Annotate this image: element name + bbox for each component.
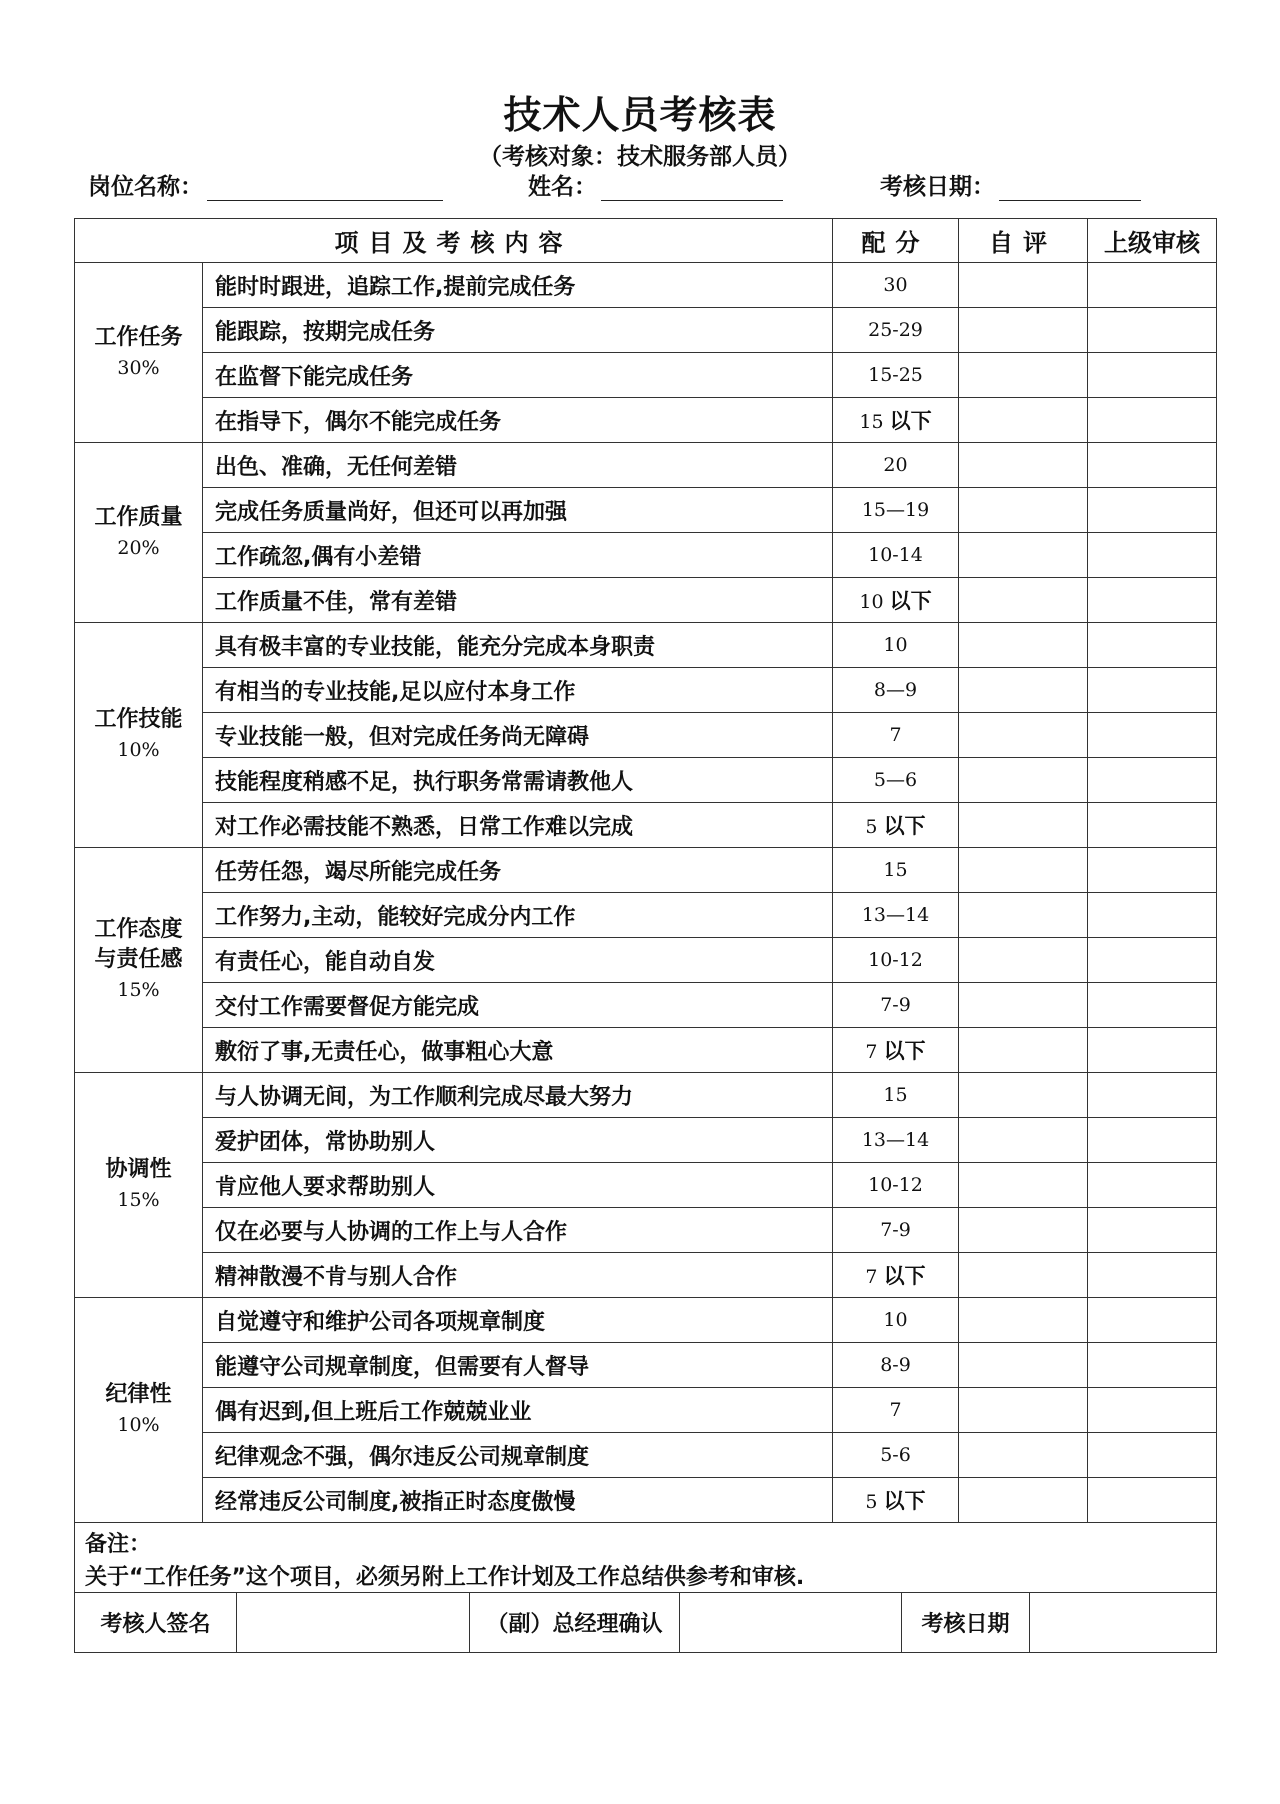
superior-review-cell[interactable] [1088, 1028, 1217, 1073]
table-header-row [75, 219, 1217, 263]
self-eval-cell[interactable] [959, 713, 1088, 758]
reviewer-label: 考核人签名 [75, 1593, 237, 1653]
category-cell [75, 443, 203, 623]
assessment-table [74, 218, 1217, 1593]
superior-review-cell[interactable] [1088, 1253, 1217, 1298]
superior-review-cell[interactable] [1088, 578, 1217, 623]
criteria-text: 敷衍了事,无责任心，做事粗心大意 [203, 1028, 833, 1073]
category-weight: 15% [117, 1189, 160, 1211]
score-cell [833, 803, 959, 848]
criteria-text: 专业技能一般，但对完成任务尚无障碍 [203, 713, 833, 758]
criteria-text: 工作质量不佳，常有差错 [203, 578, 833, 623]
superior-review-cell[interactable] [1088, 308, 1217, 353]
criteria-text: 交付工作需要督促方能完成 [203, 983, 833, 1028]
criteria-text: 与人协调无间，为工作顺利完成尽最大努力 [203, 1073, 833, 1118]
superior-review-cell[interactable] [1088, 893, 1217, 938]
table-row [75, 713, 1217, 758]
score-cell [833, 1298, 959, 1343]
score-cell [833, 848, 959, 893]
score-value: 5 [865, 816, 878, 838]
self-eval-cell[interactable] [959, 938, 1088, 983]
name-label: 姓名： [528, 174, 597, 200]
score-value: 25-29 [868, 319, 923, 341]
score-cell [833, 1073, 959, 1118]
score-cell [833, 1478, 959, 1523]
criteria-text: 任劳任怨，竭尽所能完成任务 [203, 848, 833, 893]
score-value: 7 [889, 724, 902, 746]
category-weight: 20% [117, 536, 160, 559]
criteria-text: 技能程度稍感不足，执行职务常需请教他人 [203, 758, 833, 803]
criteria-text: 工作努力,主动，能较好完成分内工作 [203, 893, 833, 938]
self-eval-cell[interactable] [959, 893, 1088, 938]
category-cell [75, 1298, 203, 1523]
score-cell [833, 893, 959, 938]
date-cell[interactable] [1030, 1593, 1217, 1653]
score-cell [833, 533, 959, 578]
superior-review-cell[interactable] [1088, 1388, 1217, 1433]
self-eval-cell[interactable] [959, 668, 1088, 713]
self-eval-cell[interactable] [959, 1433, 1088, 1478]
self-eval-cell[interactable] [959, 443, 1088, 488]
criteria-text: 完成任务质量尚好，但还可以再加强 [203, 488, 833, 533]
score-cell [833, 263, 959, 308]
superior-review-cell[interactable] [1088, 623, 1217, 668]
table-row [75, 443, 1217, 488]
superior-review-cell[interactable] [1088, 758, 1217, 803]
score-cell [833, 758, 959, 803]
superior-review-cell[interactable] [1088, 1163, 1217, 1208]
table-row [75, 803, 1217, 848]
superior-review-cell[interactable] [1088, 443, 1217, 488]
superior-review-cell[interactable] [1088, 1433, 1217, 1478]
header-self: 自评 [959, 219, 1088, 263]
table-row [75, 488, 1217, 533]
self-eval-cell[interactable] [959, 983, 1088, 1028]
score-suffix: 以下 [883, 1039, 926, 1063]
self-eval-cell[interactable] [959, 308, 1088, 353]
category-name: 工作质量 [94, 504, 183, 530]
self-eval-cell[interactable] [959, 1208, 1088, 1253]
score-value: 7 [865, 1041, 878, 1063]
superior-review-cell[interactable] [1088, 938, 1217, 983]
criteria-text: 自觉遵守和维护公司各项规章制度 [203, 1298, 833, 1343]
name-input[interactable] [601, 174, 783, 201]
score-suffix: 以下 [889, 589, 932, 613]
score-cell [833, 1253, 959, 1298]
criteria-text: 工作疏忽,偶有小差错 [203, 533, 833, 578]
table-row [75, 308, 1217, 353]
table-row [75, 1163, 1217, 1208]
score-cell [833, 1388, 959, 1433]
self-eval-cell[interactable] [959, 488, 1088, 533]
score-value: 8—9 [873, 679, 918, 701]
score-cell [833, 578, 959, 623]
superior-review-cell[interactable] [1088, 1478, 1217, 1523]
score-value: 15 [859, 411, 884, 433]
category-cell [75, 623, 203, 848]
table-row [75, 1433, 1217, 1478]
criteria-text: 有相当的专业技能,足以应付本身工作 [203, 668, 833, 713]
score-cell [833, 1208, 959, 1253]
self-eval-cell[interactable] [959, 398, 1088, 443]
score-cell [833, 1343, 959, 1388]
table-row [75, 938, 1217, 983]
superior-review-cell[interactable] [1088, 1118, 1217, 1163]
self-eval-cell[interactable] [959, 533, 1088, 578]
score-value: 13—14 [861, 904, 930, 926]
score-cell [833, 398, 959, 443]
name-field [528, 168, 783, 201]
date-label-cell: 考核日期 [902, 1593, 1030, 1653]
date-input[interactable] [999, 174, 1141, 201]
reviewer-signature-cell[interactable] [237, 1593, 470, 1653]
score-cell [833, 623, 959, 668]
table-row [75, 623, 1217, 668]
table-row [75, 1208, 1217, 1253]
score-value: 8-9 [880, 1354, 911, 1376]
score-cell [833, 1163, 959, 1208]
score-cell [833, 1433, 959, 1478]
position-input[interactable] [207, 174, 443, 201]
self-eval-cell[interactable] [959, 353, 1088, 398]
score-value: 15 [883, 859, 908, 881]
criteria-text: 对工作必需技能不熟悉，日常工作难以完成 [203, 803, 833, 848]
score-value: 7 [889, 1399, 902, 1421]
notes-label: 备注： [85, 1532, 152, 1557]
superior-review-cell[interactable] [1088, 1298, 1217, 1343]
superior-review-cell[interactable] [1088, 353, 1217, 398]
superior-review-cell[interactable] [1088, 398, 1217, 443]
score-suffix: 以下 [889, 409, 932, 433]
superior-review-cell[interactable] [1088, 488, 1217, 533]
score-value: 13—14 [861, 1129, 930, 1151]
category-cell [75, 1073, 203, 1298]
criteria-text: 肯应他人要求帮助别人 [203, 1163, 833, 1208]
category-name: 工作技能 [94, 707, 183, 732]
criteria-text: 具有极丰富的专业技能，能充分完成本身职责 [203, 623, 833, 668]
score-suffix: 以下 [883, 814, 926, 838]
criteria-text: 仅在必要与人协调的工作上与人合作 [203, 1208, 833, 1253]
header-superior: 上级审核 [1088, 219, 1217, 263]
self-eval-cell[interactable] [959, 623, 1088, 668]
category-weight: 10% [117, 739, 160, 761]
self-eval-cell[interactable] [959, 1343, 1088, 1388]
score-cell [833, 488, 959, 533]
score-cell [833, 713, 959, 758]
notes-cell [75, 1523, 1217, 1593]
self-eval-cell[interactable] [959, 1163, 1088, 1208]
table-row [75, 848, 1217, 893]
header-fields [0, 168, 1280, 204]
score-cell [833, 1118, 959, 1163]
score-value: 10-12 [868, 949, 923, 971]
score-value: 15 [883, 1084, 908, 1106]
table-row [75, 1478, 1217, 1523]
criteria-text: 精神散漫不肯与别人合作 [203, 1253, 833, 1298]
table-row [75, 668, 1217, 713]
table-row [75, 1388, 1217, 1433]
criteria-text: 经常违反公司制度,被指正时态度傲慢 [203, 1478, 833, 1523]
self-eval-cell[interactable] [959, 1028, 1088, 1073]
score-value: 10 [859, 591, 884, 613]
criteria-text: 出色、准确，无任何差错 [203, 443, 833, 488]
notes-text: 关于“工作任务”这个项目，必须另附上工作计划及工作总结供参考和审核. [85, 1565, 805, 1590]
superior-review-cell[interactable] [1088, 533, 1217, 578]
self-eval-cell[interactable] [959, 758, 1088, 803]
notes-row [75, 1523, 1217, 1593]
table-row [75, 1028, 1217, 1073]
criteria-text: 爱护团体，常协助别人 [203, 1118, 833, 1163]
table-row [75, 893, 1217, 938]
criteria-text: 能时时跟进，追踪工作,提前完成任务 [203, 263, 833, 308]
self-eval-cell[interactable] [959, 1118, 1088, 1163]
score-value: 7-9 [880, 994, 911, 1016]
superior-review-cell[interactable] [1088, 848, 1217, 893]
criteria-text: 有责任心，能自动自发 [203, 938, 833, 983]
score-value: 15—19 [861, 499, 930, 521]
score-value: 10 [883, 1309, 908, 1331]
signature-table [74, 1592, 1217, 1653]
self-eval-cell[interactable] [959, 1478, 1088, 1523]
table-row [75, 398, 1217, 443]
category-name: 协调性 [105, 1157, 172, 1182]
form-title: 技术人员考核表 [503, 93, 777, 137]
score-value: 10-12 [868, 1174, 923, 1196]
score-cell [833, 308, 959, 353]
category-cell [75, 848, 203, 1073]
score-suffix: 以下 [883, 1264, 926, 1288]
table-row [75, 1073, 1217, 1118]
score-value: 5 [865, 1491, 878, 1513]
superior-review-cell[interactable] [1088, 263, 1217, 308]
superior-review-cell[interactable] [1088, 1073, 1217, 1118]
table-row [75, 353, 1217, 398]
score-value: 15-25 [868, 364, 923, 386]
score-value: 7-9 [880, 1219, 911, 1241]
position-field [88, 168, 443, 201]
category-name: 工作任务 [94, 324, 183, 350]
category-weight: 30% [117, 356, 160, 379]
category-name-line2: 与责任感 [94, 947, 183, 972]
score-cell [833, 353, 959, 398]
criteria-text: 在监督下能完成任务 [203, 353, 833, 398]
position-label: 岗位名称： [88, 174, 203, 200]
score-cell [833, 938, 959, 983]
table-row [75, 578, 1217, 623]
criteria-text: 能遵守公司规章制度，但需要有人督导 [203, 1343, 833, 1388]
criteria-text: 纪律观念不强，偶尔违反公司规章制度 [203, 1433, 833, 1478]
superior-review-cell[interactable] [1088, 1208, 1217, 1253]
superior-review-cell[interactable] [1088, 668, 1217, 713]
score-value: 7 [865, 1266, 878, 1288]
self-eval-cell[interactable] [959, 578, 1088, 623]
self-eval-cell[interactable] [959, 1253, 1088, 1298]
form-subtitle: （考核对象：技术服务部人员） [479, 144, 801, 170]
category-cell [75, 263, 203, 443]
score-cell [833, 1028, 959, 1073]
self-eval-cell[interactable] [959, 803, 1088, 848]
score-value: 20 [883, 454, 908, 476]
category-name: 工作态度 [94, 917, 183, 942]
table-row [75, 533, 1217, 578]
header-score: 配分 [833, 219, 959, 263]
criteria-text: 在指导下，偶尔不能完成任务 [203, 398, 833, 443]
signature-row [75, 1593, 1217, 1653]
self-eval-cell[interactable] [959, 1388, 1088, 1433]
gm-signature-cell[interactable] [680, 1593, 902, 1653]
table-row [75, 1253, 1217, 1298]
date-field [880, 168, 1141, 201]
table-row [75, 1118, 1217, 1163]
criteria-text: 能跟踪，按期完成任务 [203, 308, 833, 353]
table-row [75, 983, 1217, 1028]
superior-review-cell[interactable] [1088, 983, 1217, 1028]
date-label: 考核日期： [880, 174, 995, 200]
self-eval-cell[interactable] [959, 1073, 1088, 1118]
self-eval-cell[interactable] [959, 1298, 1088, 1343]
superior-review-cell[interactable] [1088, 713, 1217, 758]
table-row [75, 263, 1217, 308]
score-cell [833, 443, 959, 488]
score-suffix: 以下 [883, 1489, 926, 1513]
superior-review-cell[interactable] [1088, 803, 1217, 848]
table-row [75, 1343, 1217, 1388]
self-eval-cell[interactable] [959, 263, 1088, 308]
superior-review-cell[interactable] [1088, 1343, 1217, 1388]
header-content: 项目及考核内容 [75, 219, 833, 263]
category-weight: 15% [117, 979, 160, 1001]
score-value: 10-14 [868, 544, 923, 566]
score-value: 5-6 [880, 1444, 911, 1466]
criteria-text: 偶有迟到,但上班后工作兢兢业业 [203, 1388, 833, 1433]
table-row [75, 758, 1217, 803]
score-value: 30 [883, 274, 908, 296]
category-weight: 10% [117, 1414, 160, 1436]
gm-label: （副）总经理确认 [470, 1593, 680, 1653]
score-value: 5—6 [873, 769, 918, 791]
score-cell [833, 983, 959, 1028]
category-name: 纪律性 [105, 1382, 172, 1407]
table-row [75, 1298, 1217, 1343]
self-eval-cell[interactable] [959, 848, 1088, 893]
score-cell [833, 668, 959, 713]
score-value: 10 [883, 634, 908, 656]
